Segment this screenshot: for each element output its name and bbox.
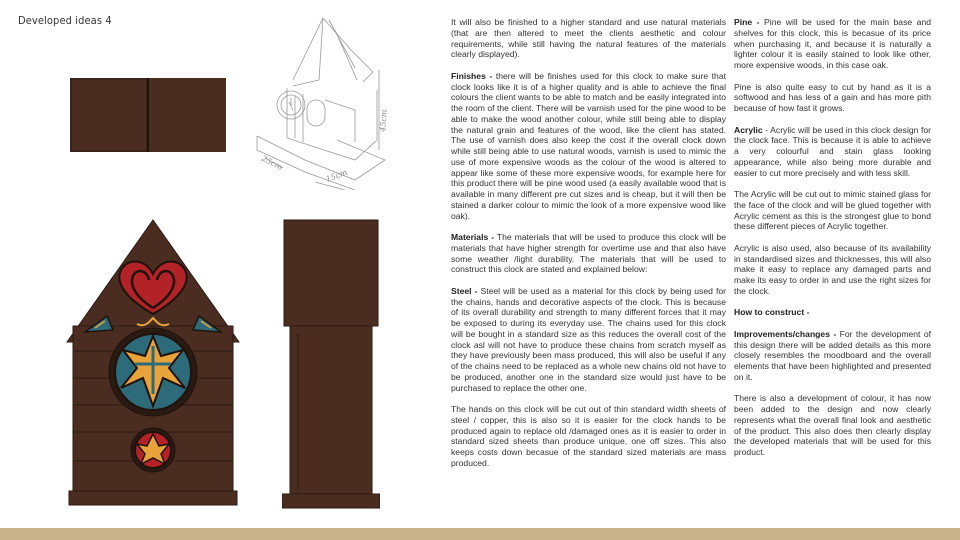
steel-heading: Steel - bbox=[451, 285, 478, 296]
improvements-heading: Improvements/changes - bbox=[734, 328, 837, 339]
clock-base bbox=[69, 491, 237, 505]
materials-text: The materials that will be used to produce this clock will be materials that have higher strength for overtime use and that also have some weather /light durability. The materials that will be used to construct this clock are stated and explained below: bbox=[451, 232, 726, 275]
acrylic-heading: Acrylic bbox=[734, 124, 763, 135]
acrylic-paragraph-3: Acrylic is also used, also because of its availability in standardised sizes and thicknesses, this will also make it easy to replace any damaged parts and make its easy to order in and use the right sizes for the clock. bbox=[734, 242, 931, 296]
sketch-dim-height: 45cm bbox=[378, 109, 389, 133]
pine-paragraph bbox=[734, 17, 931, 71]
pine-heading: Pine - bbox=[734, 17, 760, 27]
colour-paragraph: There is also a development of colour, it has now been added to the design and now clearly represents what the overall final look and aesthetic of the product. This also does then clearly display the developed materials that will be used for this product. bbox=[734, 393, 931, 457]
hands-paragraph: The hands on this clock will be cut out of thin standard width sheets of steel / copper, this is also so it is easier for the clock hands to be produced again to replace old /damaged ones as it is easier to order in standard sized sheets than produce unique, one off sizes. This also keeps costs down becasue of the standard sized materials are mass produced. bbox=[451, 404, 726, 468]
materials-paragraph bbox=[451, 232, 726, 275]
finishes-paragraph bbox=[451, 71, 726, 222]
improvements-paragraph bbox=[734, 329, 931, 383]
sketch-dim-depth: 15cm bbox=[324, 167, 349, 184]
clock-front-elevation bbox=[65, 218, 241, 508]
pine-paragraph-2: Pine is also quite easy to cut by hand as it is a softwood and has less of a gain and has more pith because of how fast it grows. bbox=[734, 81, 931, 113]
acrylic-paragraph-2: The Acrylic will be cut out to mimic stained glass for the face of the clock and will be glued together with Acrylic cement as this is the strongest glue to bond these different pieces of Acrylic together. bbox=[734, 189, 931, 232]
top-view-drawing bbox=[70, 78, 226, 152]
sketch-dim-width: 25cm bbox=[260, 153, 284, 173]
side-base bbox=[282, 494, 380, 508]
steel-paragraph bbox=[451, 286, 726, 394]
text-column-left bbox=[451, 17, 726, 479]
clock-sketch bbox=[245, 10, 395, 190]
page-title: Developed ideas 4 bbox=[18, 14, 112, 27]
side-body bbox=[290, 326, 372, 494]
steel-text: Steel will be used as a material for this clock by being used for the chains, hands and decorative aspects of the clock. This is because of its overall durability and strength to many different forces that it may be exposed to during its everyday use. The chains used for this clock will be bought in a standard size as this reduces the overall cost of the clock asl will not have to produce these chains from scratch myself as they have previously been mass produced, this will also be useful if any of the chains need to be replaced as a whole new chains old not have to be produced, another one in the standard size would just have to be purchased to replace the other one. bbox=[451, 285, 726, 393]
pine-text: Pine will be used for the main base and shelves for this clock, this is becasue of its price when purchasing it, and because it is naturally a lighter colour it is easily stained to look like other, more expensive woods, in this case oak. bbox=[734, 17, 932, 70]
bottom-accent-bar bbox=[0, 528, 960, 540]
construct-heading: How to construct - bbox=[734, 307, 810, 318]
acrylic-text: - Acrylic will be used in this clock design for the clock face. This is because it is able to achieve a very colourful and stain glass looking appearance, while also being more durable and easier to cut more precisely and with less skill. bbox=[734, 124, 931, 178]
acrylic-paragraph bbox=[734, 125, 931, 179]
side-top-block bbox=[284, 220, 378, 326]
improvements-text: For the development of this design there will be added details as this more closely resembles the moodboard and the overall elements that have been highlighted and presented on it. bbox=[734, 328, 931, 382]
finishes-text: there will be finishes used for this clock to make sure that clock looks like it is of a higher quality and is able to achieve the final colours the client wants to be able to match and be easily integrated into the room of the client. There will be varnish used for the pine wood to be able to make the wood another colour, while still being able to display the natural grain and features of the wood, like the client has stated. The use of varnish does also keep the cost if the overall clock down while still being able to use natural woods, varnish is used to mimic the use of more expensive woods as the colour of the wood is altered to appear like some of these more expensive woods, for example here for this product there will be pine wood used (a easily available wood that is available in many different pre cut sizes and is cheap, but it will then be stained a darker colour to mimic the look of a more expensive wood like oak). bbox=[451, 70, 726, 221]
finishes-heading: Finishes - bbox=[451, 70, 493, 81]
materials-heading: Materials - bbox=[451, 232, 495, 242]
clock-side-elevation bbox=[282, 218, 380, 510]
text-column-right bbox=[734, 17, 931, 469]
intro-paragraph: It will also be finished to a higher standard and use natural materials (that are then altered to meet the clients aesthetic and colour requirements, while still having the natural features of the materials clearly displayed). bbox=[451, 17, 726, 60]
